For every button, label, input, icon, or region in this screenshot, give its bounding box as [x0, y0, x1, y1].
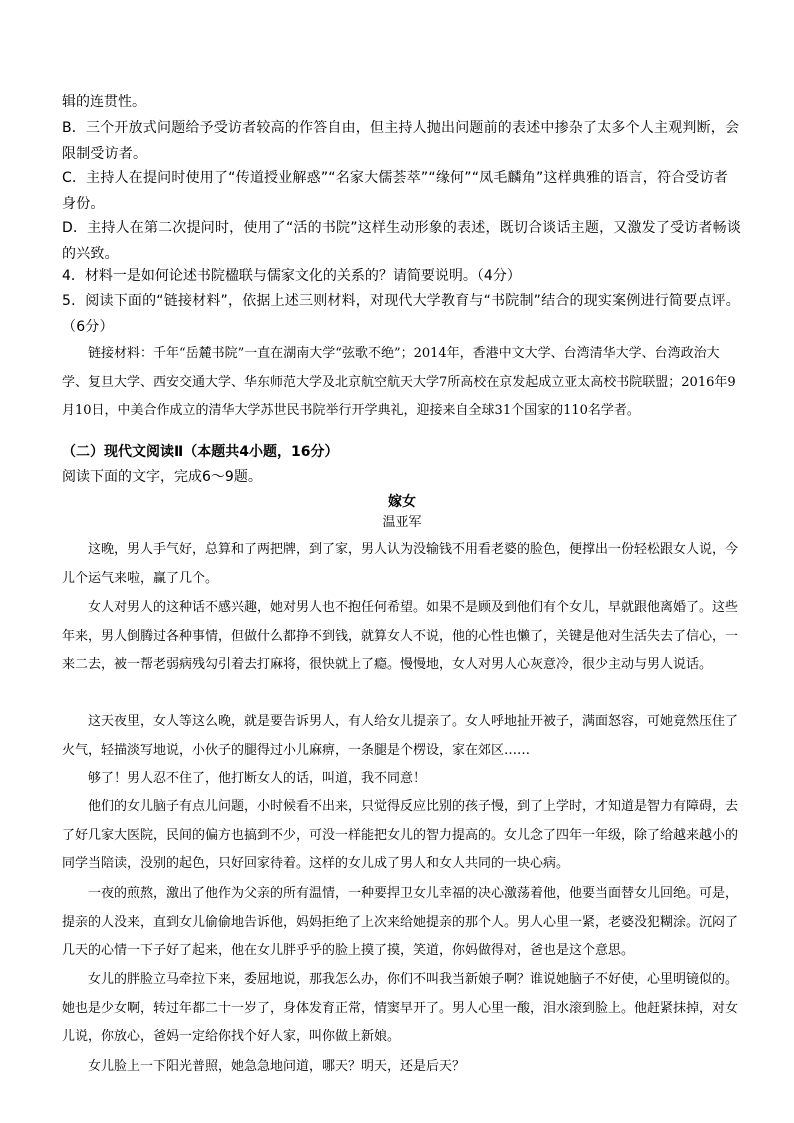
section-heading: （二）现代文阅读Ⅱ（本题共4小题，16分） — [62, 444, 339, 460]
q3-option-d: D．主持人在第二次提问时，使用了“活的书院”这样生动形象的表述，既切合谈话主题，又激发了受访者畅谈的兴致。 — [62, 220, 742, 262]
q3-option-b: B．三个开放式问题给予受访者较高的作答自由，但主持人抛出问题前的表述中掺杂了太多个人主观判断，会限制受访者。 — [62, 120, 740, 162]
story-paragraph: 一夜的煎熬，激出了他作为父亲的所有温情，一种要捍卫女儿幸福的决心激荡着他，他要当面替女儿回绝。可是，提亲的人没来，直到女儿偷偷地告诉他，妈妈拒绝了上次来给她提亲的那个人。男人心里一紧，老婆没犯糊涂。沉闷了几天的心情一下子好了起来，他在女儿胖乎乎的脸上摸了摸，笑道，你妈做得对，爸也是这个意思。 — [62, 886, 739, 959]
q3-option-c: C．主持人在提问时使用了“传道授业解惑”“名家大儒荟萃”“缘何”“凤毛麟角”这样典雅的语言，符合受访者身份。 — [62, 170, 728, 212]
reading-instruction: 阅读下面的文字，完成6～9题。 — [62, 469, 262, 485]
story-paragraph: 这天夜里，女人等这么晚，就是要告诉男人，有人给女儿提亲了。女人呼地扯开被子，满面怒容，可她竟然压住了火气，轻描淡写地说，小伙子的腿得过小儿麻痹，一条腿是个楞设，家在郊区…… — [62, 714, 739, 758]
story-paragraph: 女儿的胖脸立马牵拉下来，委屈地说，那我怎么办，你们不叫我当新娘子啊？谁说她脑子不好使，心里明镜似的。她也是少女啊，转过年都二十一岁了，身体发育正常，情窦早开了。男人心里一酸，泪水滚到脸上。他赶紧抹掉，对女儿说，你放心，爸妈一定给你找个好人家，叫你做上新娘。 — [62, 972, 739, 1045]
story-paragraph: 他们的女儿脑子有点儿问题，小时候看不出来，只觉得反应比别的孩子慢，到了上学时，才知道是智力有障碍，去了好几家大医院，民间的偏方也搞到不少，可没一样能把女儿的智力提高的。女儿念了四年一年级，除了给越来越小的同学当陪读，没别的起色，只好回家待着。这样的女儿成了男人和女人共同的一块心病。 — [62, 799, 739, 872]
link-material: 链接材料：千年“岳麓书院”一直在湖南大学“弦歌不绝”；2014年，香港中文大学、台湾清华大学、台湾政治大学、复旦大学、西安交通大学、华东师范大学及北京航空航天大学7所高校在京发起成立亚太高校书院联盟；2016年9月10日，中美合作成立的清华大学苏世民书院举行开学典礼，迎接来自全球31个国家的110名学者。 — [62, 346, 736, 419]
story-paragraph: 够了！男人忍不住了，他打断女人的话，叫道，我不同意！ — [88, 771, 427, 786]
story-paragraph: 女人对男人的这种话不感兴趣，她对男人也不抱任何希望。如果不是顾及到他们有个女儿，早就跟他离婚了。这些年来，男人倒腾过各种事情，但做什么都挣不到钱，就算女人不说，他的心性也懒了，关键是他对生活失去了信心，一来二去，被一帮老弱病残勾引着去打麻将，很快就上了瘾。慢慢地，女人对男人心灰意冷，很少主动与男人说话。 — [62, 600, 739, 673]
story-paragraph: 女儿脸上一下阳光普照，她急急地问道，哪天？明天，还是后天？ — [88, 1059, 466, 1074]
story-paragraph: 这晚，男人手气好，总算和了两把牌，到了家，男人认为没输钱不用看老婆的脸色，便撑出一份轻松跟女人说，今儿个运气来啦，赢了几个。 — [62, 542, 739, 586]
story-author: 温亚军 — [382, 515, 422, 530]
q3-tail: 辑的连贯性。 — [62, 94, 146, 110]
question-4: 4．材料一是如何论述书院楹联与儒家文化的关系的？请简要说明。（4分） — [62, 268, 521, 284]
question-5: 5．阅读下面的“链接材料”，依据上述三则材料，对现代大学教育与“书院制”结合的现实案例进行简要点评。（6分） — [62, 293, 740, 335]
story-title: 嫁女 — [388, 494, 416, 510]
